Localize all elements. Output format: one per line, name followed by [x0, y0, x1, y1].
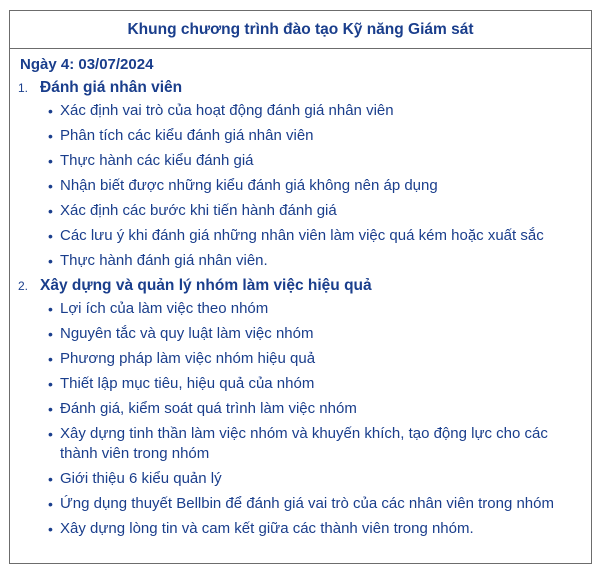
list-item: • Đánh giá, kiểm soát quá trình làm việc nhóm: [18, 397, 583, 422]
bullet-icon: •: [48, 351, 53, 367]
list-item: • Giới thiệu 6 kiểu quản lý: [18, 467, 583, 492]
bullet-icon: •: [48, 301, 53, 317]
topic-list: [18, 99, 583, 274]
bullet-icon: •: [48, 253, 53, 269]
bullet-icon: •: [48, 471, 53, 487]
section-title: Xây dựng và quản lý nhóm làm việc hiệu quả: [40, 277, 372, 294]
bullet-icon: •: [48, 376, 53, 392]
table-title: Khung chương trình đào tạo Kỹ năng Giám sát: [10, 11, 591, 49]
list-item: • Lợi ích của làm việc theo nhóm: [18, 297, 583, 322]
list-item: • Ứng dụng thuyết Bellbin để đánh giá vai trò của các nhân viên trong nhóm: [18, 492, 583, 517]
list-item: • Xác định các bước khi tiến hành đánh giá: [18, 199, 583, 224]
bullet-icon: •: [48, 153, 53, 169]
bullet-icon: •: [48, 228, 53, 244]
list-item: • Các lưu ý khi đánh giá những nhân viên làm việc quá kém hoặc xuất sắc: [18, 224, 583, 249]
bullet-icon: •: [48, 128, 53, 144]
topic-list: [18, 297, 583, 542]
list-item: • Thực hành đánh giá nhân viên.: [18, 249, 583, 274]
section-heading: [18, 77, 583, 99]
table-body: [10, 49, 591, 542]
list-item: • Nguyên tắc và quy luật làm việc nhóm: [18, 322, 583, 347]
section-number: 2.: [18, 279, 29, 293]
list-item: • Nhận biết được những kiểu đánh giá không nên áp dụng: [18, 174, 583, 199]
bullet-icon: •: [48, 103, 53, 119]
bullet-icon: •: [48, 401, 53, 417]
section-team-building: [18, 275, 583, 542]
bullet-icon: •: [48, 178, 53, 194]
day-label: Ngày 4: 03/07/2024: [20, 56, 154, 73]
program-outline-table: [9, 10, 592, 564]
bullet-icon: •: [48, 326, 53, 342]
list-item: • Phương pháp làm việc nhóm hiệu quả: [18, 347, 583, 372]
list-item: • Xây dựng lòng tin và cam kết giữa các thành viên trong nhóm.: [18, 517, 583, 542]
section-employee-evaluation: [18, 77, 583, 274]
section-heading: [18, 275, 583, 297]
list-item: • Xác định vai trò của hoạt động đánh giá nhân viên: [18, 99, 583, 124]
bullet-icon: •: [48, 203, 53, 219]
list-item: • Xây dựng tinh thần làm việc nhóm và khuyến khích, tạo động lực cho các thành viên trong nhóm: [18, 422, 583, 467]
list-item: • Phân tích các kiểu đánh giá nhân viên: [18, 124, 583, 149]
bullet-icon: •: [48, 426, 53, 442]
list-item: • Thực hành các kiểu đánh giá: [18, 149, 583, 174]
section-title: Đánh giá nhân viên: [40, 79, 183, 96]
list-item: • Thiết lập mục tiêu, hiệu quả của nhóm: [18, 372, 583, 397]
bullet-icon: •: [48, 521, 53, 537]
bullet-icon: •: [48, 496, 53, 512]
section-number: 1.: [18, 81, 29, 95]
